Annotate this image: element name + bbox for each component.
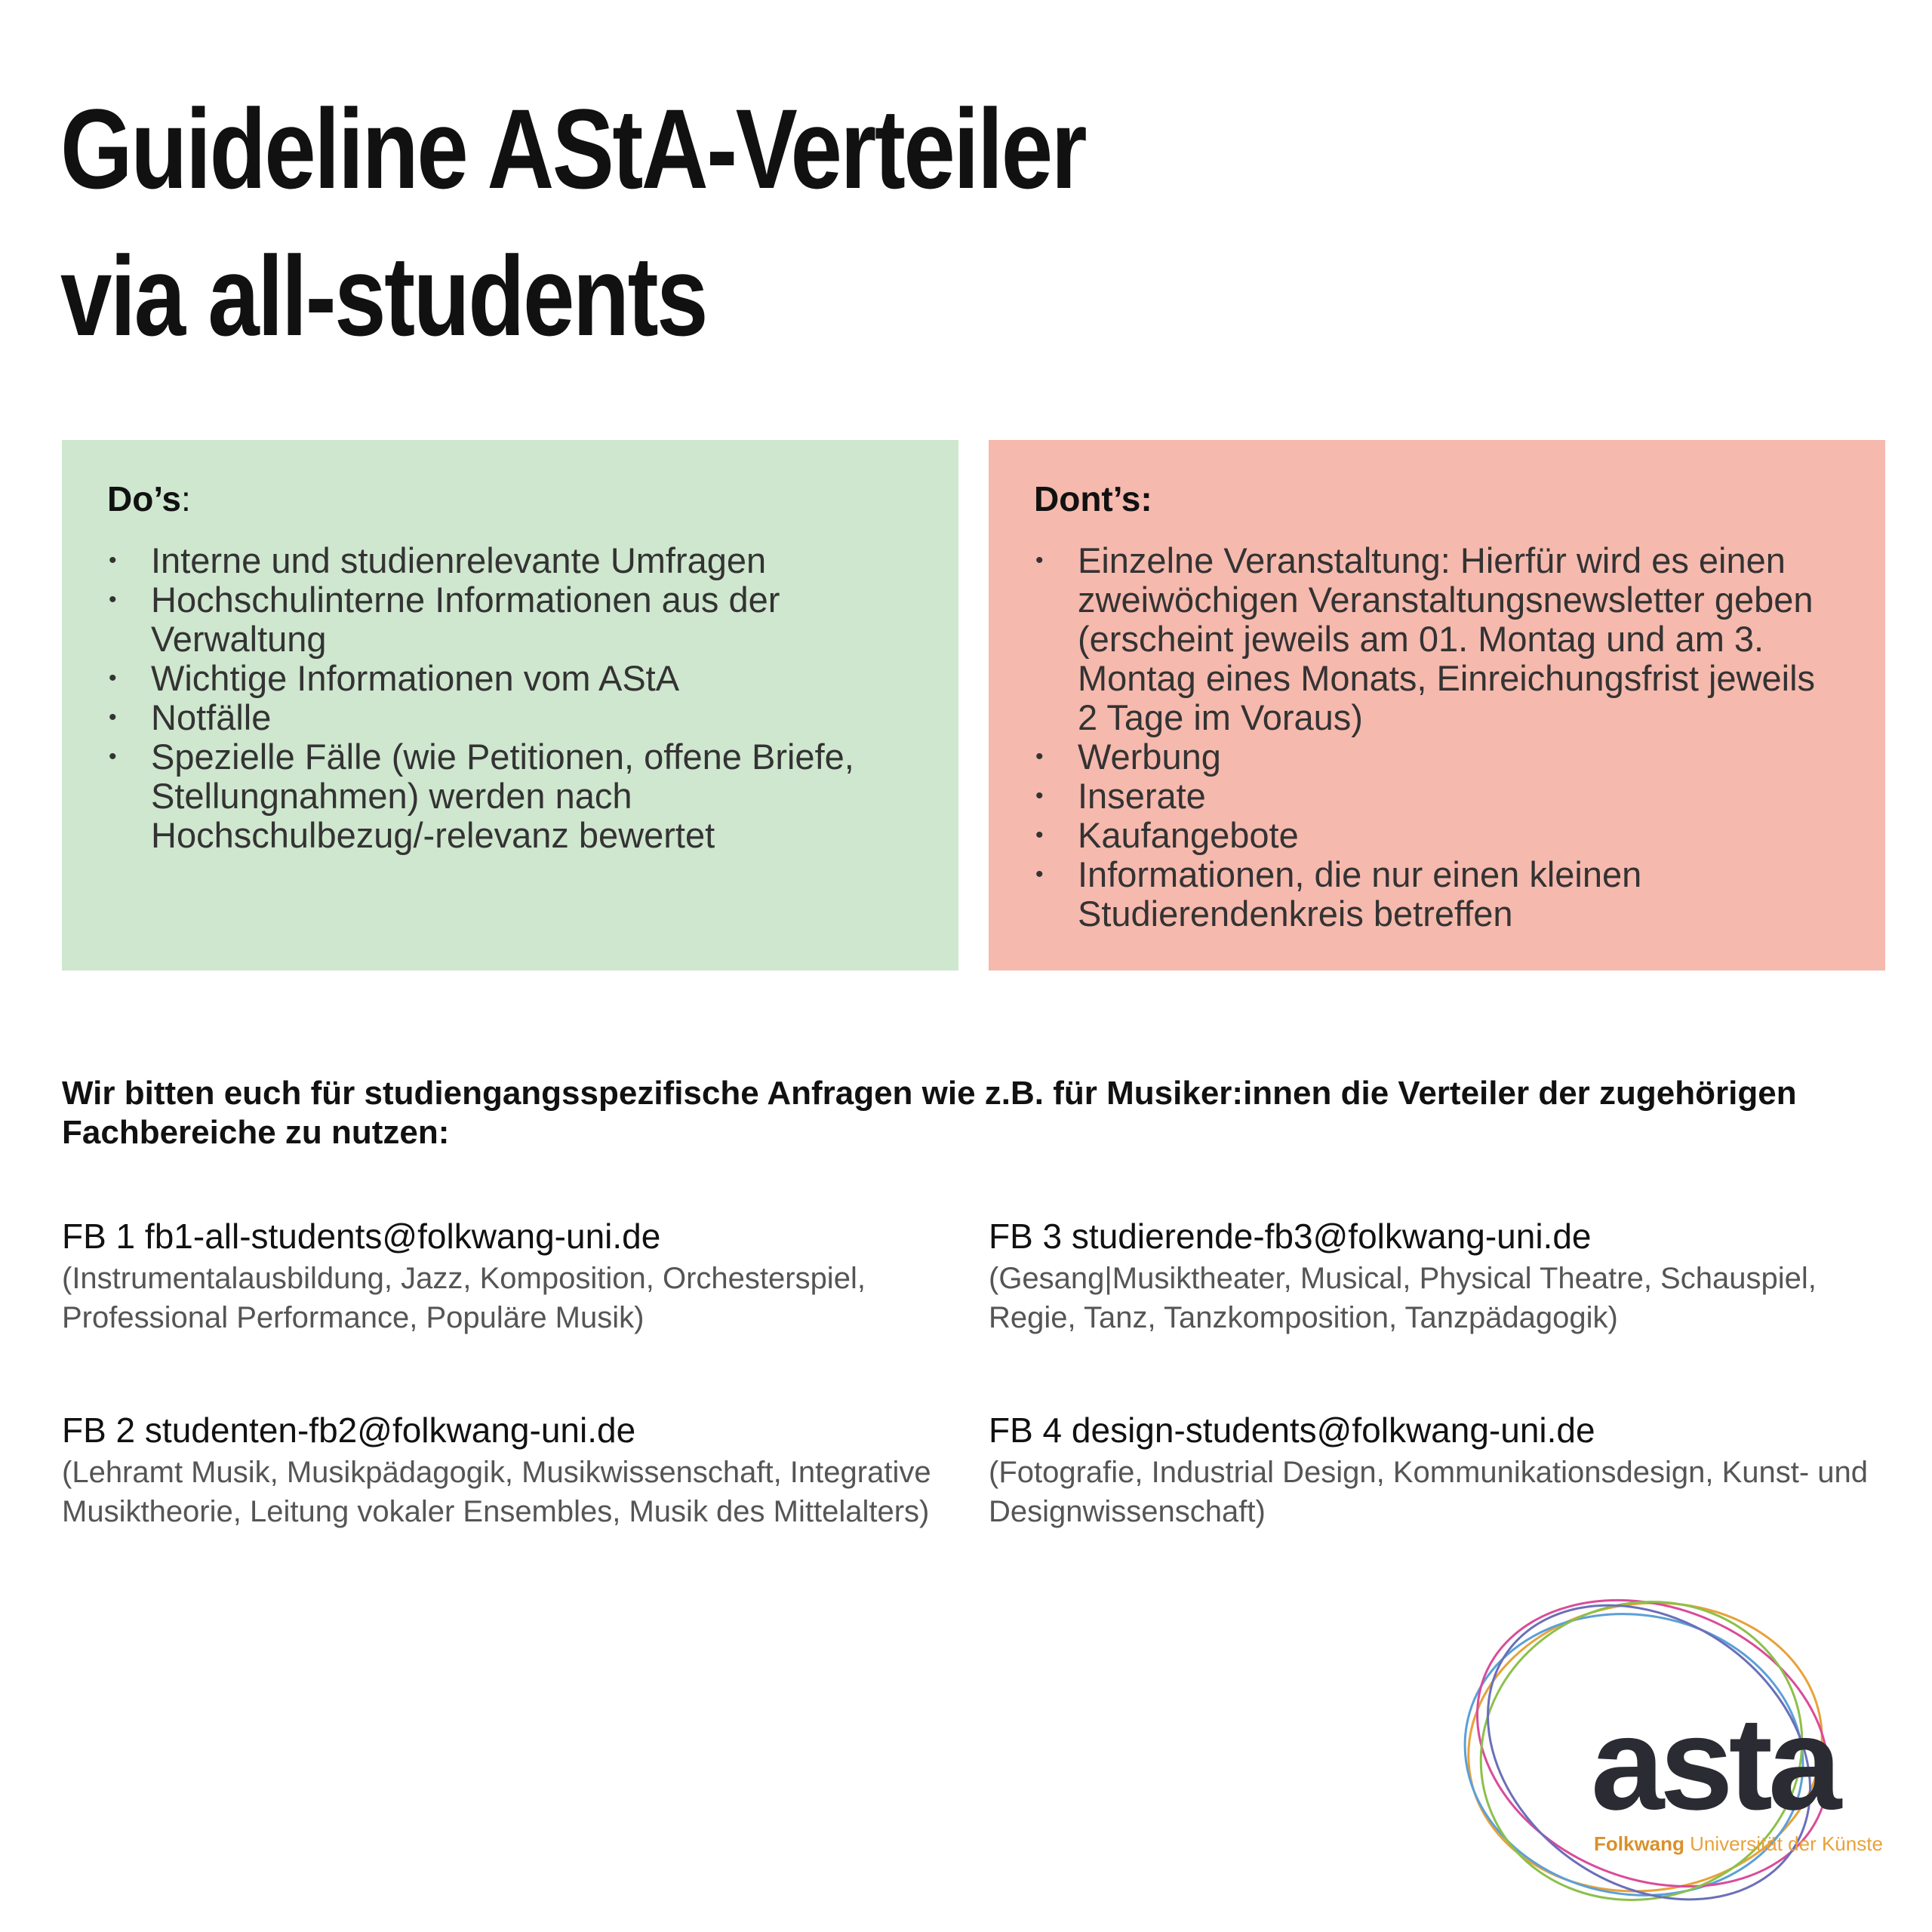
dos-heading bbox=[107, 478, 913, 520]
dos-item: • Interne und studienrelevante Umfragen bbox=[107, 541, 913, 580]
donts-item: • Kaufangebote bbox=[1034, 816, 1840, 855]
dos-item: • Spezielle Fälle (wie Petitionen, offene Briefe, Stellungnahmen) werden nach Hochschulbezug/-relevanz bewertet bbox=[107, 737, 913, 855]
dos-item: • Notfälle bbox=[107, 698, 913, 737]
asta-logo bbox=[1419, 1592, 1883, 1909]
fb1-description: (Instrumentalausbildung, Jazz, Komposition, Orchesterspiel, Professional Performance, Populäre Musik) bbox=[62, 1262, 866, 1334]
logo-subtitle-bold: Folkwang bbox=[1594, 1832, 1684, 1855]
logo-wordmark: asta bbox=[1591, 1690, 1838, 1838]
title-line-2: via all-students bbox=[60, 232, 707, 359]
title-line-1: Guideline AStA-Verteiler bbox=[60, 85, 1086, 212]
fb2-email: FB 2 studenten-fb2@folkwang-uni.de bbox=[62, 1411, 636, 1450]
dos-heading-text: Do’s bbox=[107, 479, 181, 518]
donts-heading: Dont’s: bbox=[1034, 479, 1152, 518]
fb1-block bbox=[62, 1214, 968, 1337]
logo-subtitle-rest: Universität der Künste bbox=[1684, 1832, 1883, 1855]
donts-item: • Inserate bbox=[1034, 777, 1840, 816]
donts-box bbox=[989, 440, 1885, 971]
fb4-email: FB 4 design-students@folkwang-uni.de bbox=[989, 1411, 1595, 1450]
dos-box bbox=[62, 440, 958, 971]
dos-list bbox=[107, 541, 913, 855]
logo-subtitle bbox=[1594, 1832, 1883, 1855]
fb1-email: FB 1 fb1-all-students@folkwang-uni.de bbox=[62, 1217, 661, 1256]
fb2-description: (Lehramt Musik, Musikpädagogik, Musikwissenschaft, Integrative Musiktheorie, Leitung vokaler Ensembles, Musik des Mittelalters) bbox=[62, 1456, 931, 1528]
donts-item: • Informationen, die nur einen kleinen Studierendenkreis betreffen bbox=[1034, 855, 1840, 934]
donts-list bbox=[1034, 541, 1840, 934]
fb3-description: (Gesang|Musiktheater, Musical, Physical Theatre, Schauspiel, Regie, Tanz, Tanzkomposition, Tanzpädagogik) bbox=[989, 1262, 1817, 1334]
distribution-note: Wir bitten euch für studiengangsspezifische Anfragen wie z.B. für Musiker:innen die Verteiler der zugehörigen Fachbereiche zu nutzen: bbox=[62, 1075, 1797, 1151]
donts-item: • Einzelne Veranstaltung: Hierfür wird es einen zweiwöchigen Veranstaltungsnewsletter geben (erscheint jeweils am 01. Montag und am 3. Montag eines Monats, Einreichungsfrist jeweils 2 Tage im Voraus) bbox=[1034, 541, 1840, 737]
fb2-block bbox=[62, 1407, 968, 1531]
dos-item: • Wichtige Informationen vom AStA bbox=[107, 659, 913, 698]
page-title bbox=[60, 75, 1174, 370]
dos-item: • Hochschulinterne Informationen aus der Verwaltung bbox=[107, 580, 913, 659]
fb4-block bbox=[989, 1407, 1894, 1531]
fb3-block bbox=[989, 1214, 1894, 1337]
fb3-email: FB 3 studierende-fb3@folkwang-uni.de bbox=[989, 1217, 1592, 1256]
fb4-description: (Fotografie, Industrial Design, Kommunikationsdesign, Kunst- und Designwissenschaft) bbox=[989, 1456, 1869, 1528]
donts-item: • Werbung bbox=[1034, 737, 1840, 777]
dos-heading-colon: : bbox=[180, 479, 191, 518]
